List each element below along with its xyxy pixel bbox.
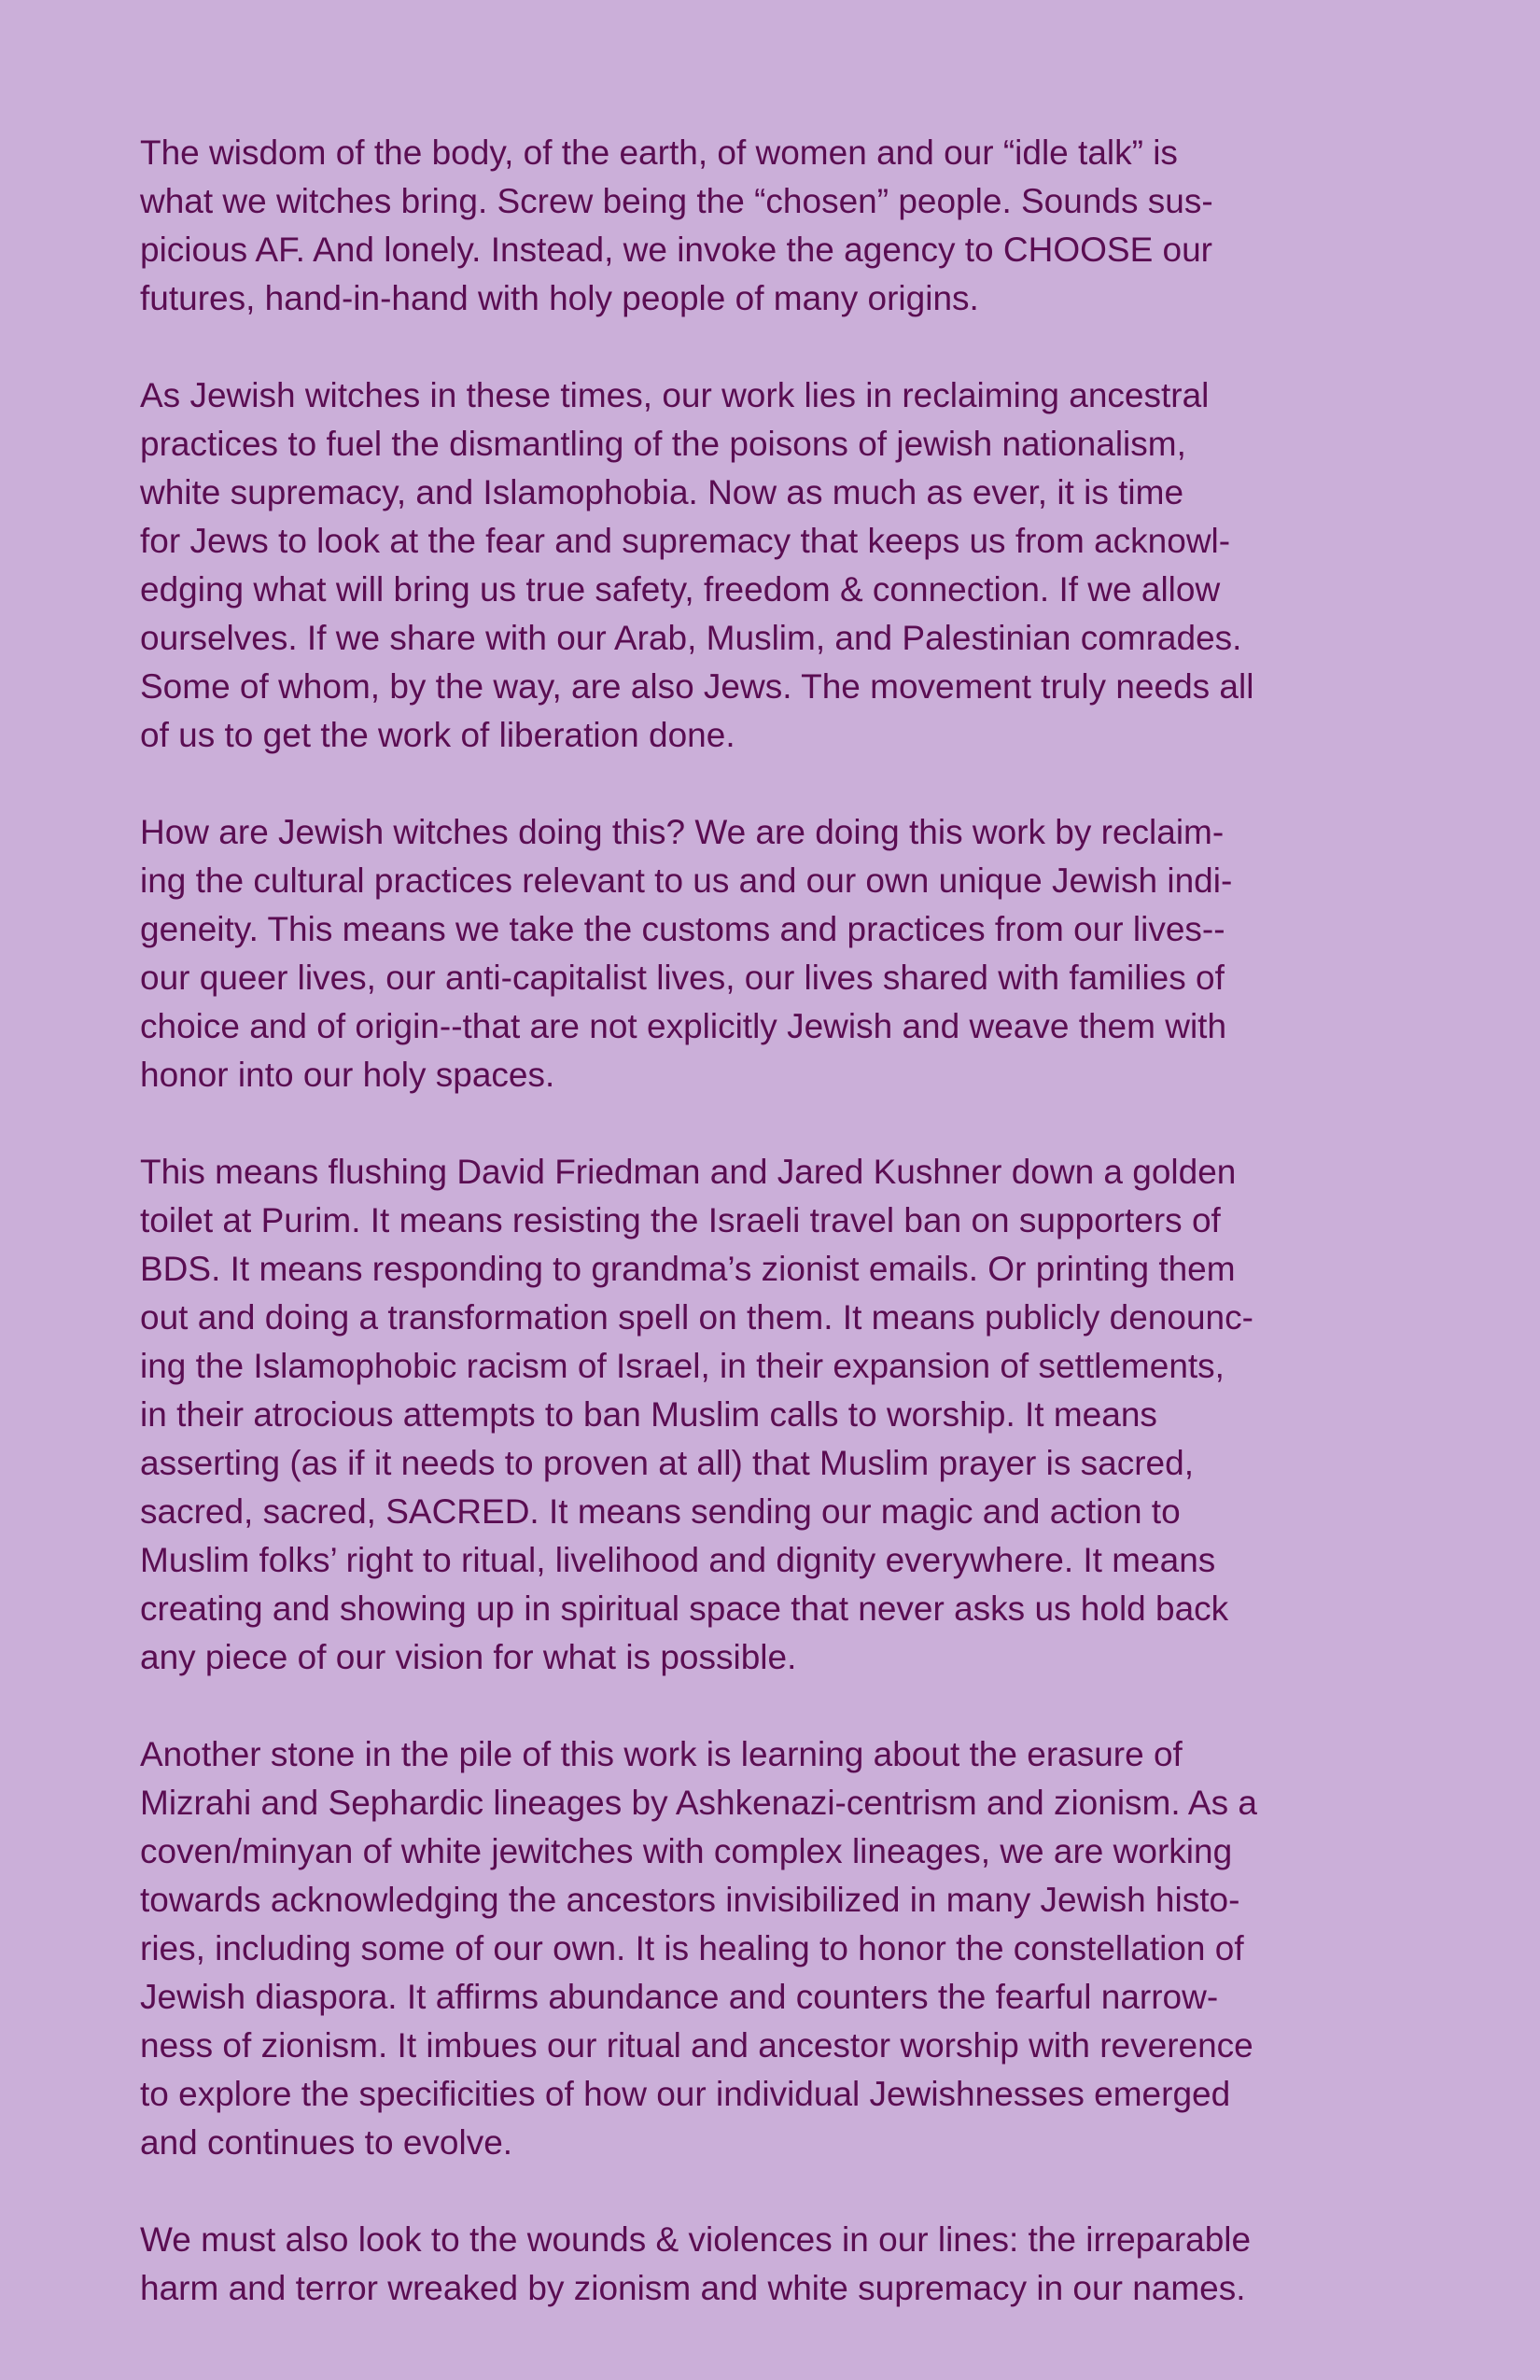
text-line: We must also look to the wounds & violences in our lines: the irreparable (140, 2220, 1252, 2259)
text-line: ness of zionism. It imbues our ritual and ancestor worship with reverence (140, 2026, 1253, 2065)
text-line: As Jewish witches in these times, our work lies in reclaiming ancestral (140, 376, 1210, 414)
text-line: towards acknowledging the ancestors invisibilized in many Jewish histo- (140, 1881, 1240, 1919)
text-line: harm and terror wreaked by zionism and white supremacy in our names. (140, 2269, 1246, 2307)
text-line: honor into our holy spaces. (140, 1056, 555, 1094)
text-line: futures, hand-in-hand with holy people of many origins. (140, 279, 979, 317)
text-line: in their atrocious attempts to ban Muslim calls to worship. It means (140, 1395, 1157, 1434)
text-line: out and doing a transformation spell on them. It means publicly denounc- (140, 1298, 1253, 1337)
text-line: any piece of our vision for what is possible. (140, 1638, 797, 1676)
text-line: Mizrahi and Sephardic lineages by Ashkenazi-centrism and zionism. As a (140, 1784, 1257, 1822)
text-line: geneity. This means we take the customs and practices from our lives-- (140, 910, 1225, 948)
text-line: practices to fuel the dismantling of the poisons of jewish nationalism, (140, 425, 1186, 463)
text-line: Jewish diaspora. It affirms abundance and counters the fearful narrow- (140, 1978, 1219, 2016)
paragraph-4 (140, 1148, 1409, 1682)
text-line: ing the cultural practices relevant to us and our own unique Jewish indi- (140, 861, 1233, 900)
text-line: edging what will bring us true safety, freedom & connection. If we allow (140, 570, 1221, 609)
text-line: what we witches bring. Screw being the “chosen” people. Sounds sus- (140, 182, 1213, 220)
text-line: How are Jewish witches doing this? We are doing this work by reclaim- (140, 813, 1225, 851)
paragraph-6 (140, 2216, 1409, 2313)
text-line: creating and showing up in spiritual space that never asks us hold back (140, 1589, 1229, 1628)
paragraph-5 (140, 1730, 1409, 2167)
paragraph-2 (140, 371, 1409, 760)
text-line: Another stone in the pile of this work is learning about the erasure of (140, 1735, 1183, 1773)
text-line: Muslim folks’ right to ritual, livelihood and dignity everywhere. It means (140, 1541, 1216, 1579)
text-line: This means flushing David Friedman and Jared Kushner down a golden (140, 1153, 1237, 1191)
text-line: choice and of origin--that are not explicitly Jewish and weave them with (140, 1007, 1227, 1045)
paragraph-3 (140, 808, 1409, 1099)
text-line: picious AF. And lonely. Instead, we invoke the agency to CHOOSE our (140, 231, 1213, 269)
text-line: for Jews to look at the fear and supremacy that keeps us from acknowl- (140, 522, 1231, 560)
text-line: asserting (as if it needs to proven at all) that Muslim prayer is sacred, (140, 1444, 1194, 1482)
text-line: The wisdom of the body, of the earth, of women and our “idle talk” is (140, 133, 1178, 172)
text-line: sacred, sacred, SACRED. It means sending our magic and action to (140, 1492, 1181, 1531)
paragraph-1 (140, 129, 1409, 323)
text-line: ourselves. If we share with our Arab, Muslim, and Palestinian comrades. (140, 619, 1242, 657)
text-line: of us to get the work of liberation done. (140, 716, 735, 754)
text-line: to explore the specificities of how our individual Jewishnesses emerged (140, 2075, 1231, 2113)
text-line: ing the Islamophobic racism of Israel, in their expansion of settlements, (140, 1347, 1225, 1385)
text-line: BDS. It means responding to grandma’s zionist emails. Or printing them (140, 1250, 1236, 1288)
text-line: and continues to evolve. (140, 2123, 513, 2162)
text-line: toilet at Purim. It means resisting the Israeli travel ban on supporters of (140, 1201, 1221, 1239)
text-line: white supremacy, and Islamophobia. Now as much as ever, it is time (140, 473, 1184, 511)
text-line: our queer lives, our anti-capitalist lives, our lives shared with families of (140, 959, 1225, 997)
text-line: Some of whom, by the way, are also Jews. The movement truly needs all (140, 667, 1254, 706)
text-line: ries, including some of our own. It is healing to honor the constellation of (140, 1929, 1244, 1967)
text-line: coven/minyan of white jewitches with complex lineages, we are working (140, 1832, 1233, 1870)
